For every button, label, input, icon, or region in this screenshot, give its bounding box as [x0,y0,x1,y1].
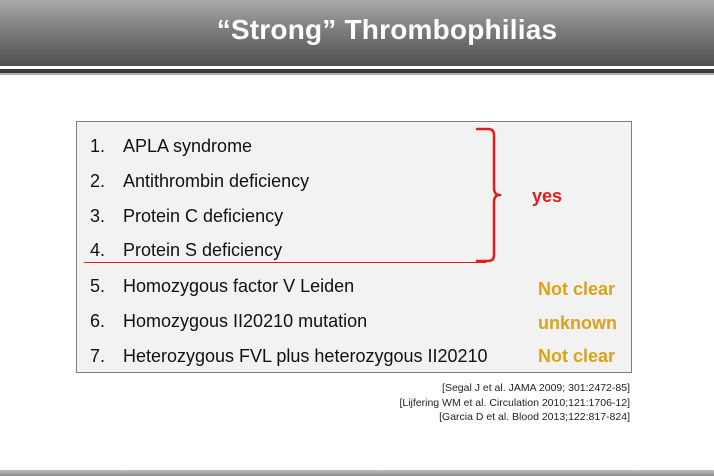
list-item-text: Antithrombin deficiency [123,171,310,191]
reference-3: [Garcia D et al. Blood 2013;122:817-824] [439,411,630,423]
list-item-4 [90,240,282,261]
right-brace-icon [472,126,502,264]
title-divider-light [0,73,714,75]
title-bar [0,0,714,66]
list-item-2 [90,171,309,192]
reference-2: [Lijfering WM et al. Circulation 2010;121:1706-12] [399,397,630,409]
yes-label: yes [532,186,563,206]
reference-1: [Segal J et al. JAMA 2009; 301:2472-85] [442,382,630,394]
list-item-text: Heterozygous FVL plus heterozygous II20210 [123,346,488,366]
unknown-label-item6: unknown [538,313,617,333]
list-item-text: Homozygous II20210 mutation [123,311,368,331]
list-item-text: APLA syndrome [123,136,253,156]
list-item-number: 6. [90,311,106,331]
not-clear-label-item5: Not clear [538,279,616,299]
list-item-text: Protein S deficiency [123,240,283,260]
list-item-7 [90,346,488,367]
list-item-number: 1. [90,136,106,156]
list-item-5 [90,276,354,297]
list-item-6 [90,311,367,332]
list-item-1 [90,136,252,157]
list-item-3 [90,206,283,227]
list-item-number: 2. [90,171,106,191]
list-item-number: 7. [90,346,106,366]
list-item-number: 5. [90,276,106,296]
not-clear-label-item7: Not clear [538,346,616,366]
list-item-number: 3. [90,206,106,226]
list-item-text: Homozygous factor V Leiden [123,276,355,296]
footer-bar [0,470,714,476]
list-item-number: 4. [90,240,106,260]
list-item-text: Protein C deficiency [123,206,284,226]
group-divider-line [84,262,486,263]
slide-title: “Strong” Thrombophilias [216,14,558,45]
